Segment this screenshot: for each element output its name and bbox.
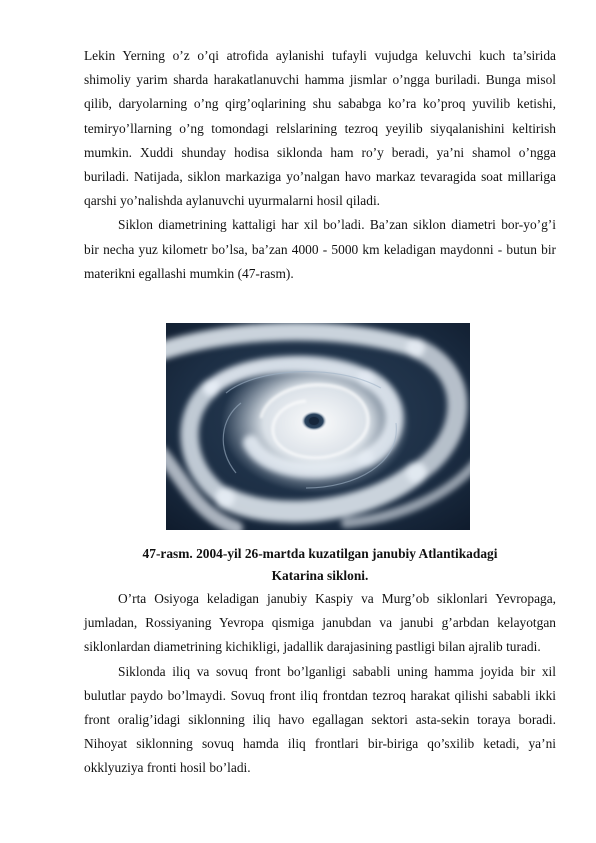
document-page [84, 44, 556, 781]
paragraph-coriolis: Lekin Yerning o’z o’qi atrofida aylanishi tufayli vujudga keluvchi kuch ta’sirida shimoliy yarim sharda harakatlanuvchi hamma jismlar o’ngga buriladi. Bunga misol qilib, daryolarning o’ng qirg’oqlarining shu sababga ko’ra ko’proq yuvilib ketishi, temiryo’llarning o’ng tomondagi relslarining tezroq yeyilib siyqalanishini keltirish mumkin. Xuddi shunday hodisa siklonda ham ro’y beradi, ya’ni shamol o’ngga buriladi. Natijada, siklon markaziga yo’nalgan havo markaz tevaragida soat millariga qarshi yo’nalishda aylanuvchi uyurmalarni hosil qiladi. [84, 48, 556, 209]
figure-caption [84, 543, 556, 587]
paragraph-fronts-occlusion: Siklonda iliq va sovuq front bo’lganligi sababli uning hamma joyida bir xil bulutlar paydo bo’lmaydi. Sovuq front iliq frontdan tezroq harakat qilishi sababli ikki front oralig’idagi siklonning iliq havo egallagan sektori asta-sekin toraya boradi. Nihoyat siklonning sovuq hamda iliq frontlari bir-biriga qo’sxilib ketadi, ya’ni okklyuziya fronti hosil bo’ladi. [84, 663, 556, 776]
paragraph-central-asia-cyclones: O’rta Osiyoga keladigan janubiy Kaspiy va Murg’ob siklonlari Yevropaga, jumladan, Rossiyaning Yevropa qismiga janubdan va janubi g’arbdan kelayotgan siklonlardan diametrining kichikligi, jadallik darajasining pastligi bilan ajralib turadi. [84, 591, 556, 655]
cyclone-satellite-image [166, 323, 470, 530]
paragraph-cyclone-diameter: Siklon diametrining kattaligi har xil bo’ladi. Ba’zan siklon diametri bor-yo’g’i bir necha yuz kilometr bo’lsa, ba’zan 4000 - 5000 km keladigan maydonni - butun bir materikni egallashi mumkin (47-rasm). [84, 217, 556, 281]
figure-caption-line-1: 47-rasm. 2004-yil 26-martda kuzatilgan janubiy Atlantikadagi [142, 546, 498, 562]
figure-caption-line-2: Katarina sikloni. [271, 568, 369, 584]
